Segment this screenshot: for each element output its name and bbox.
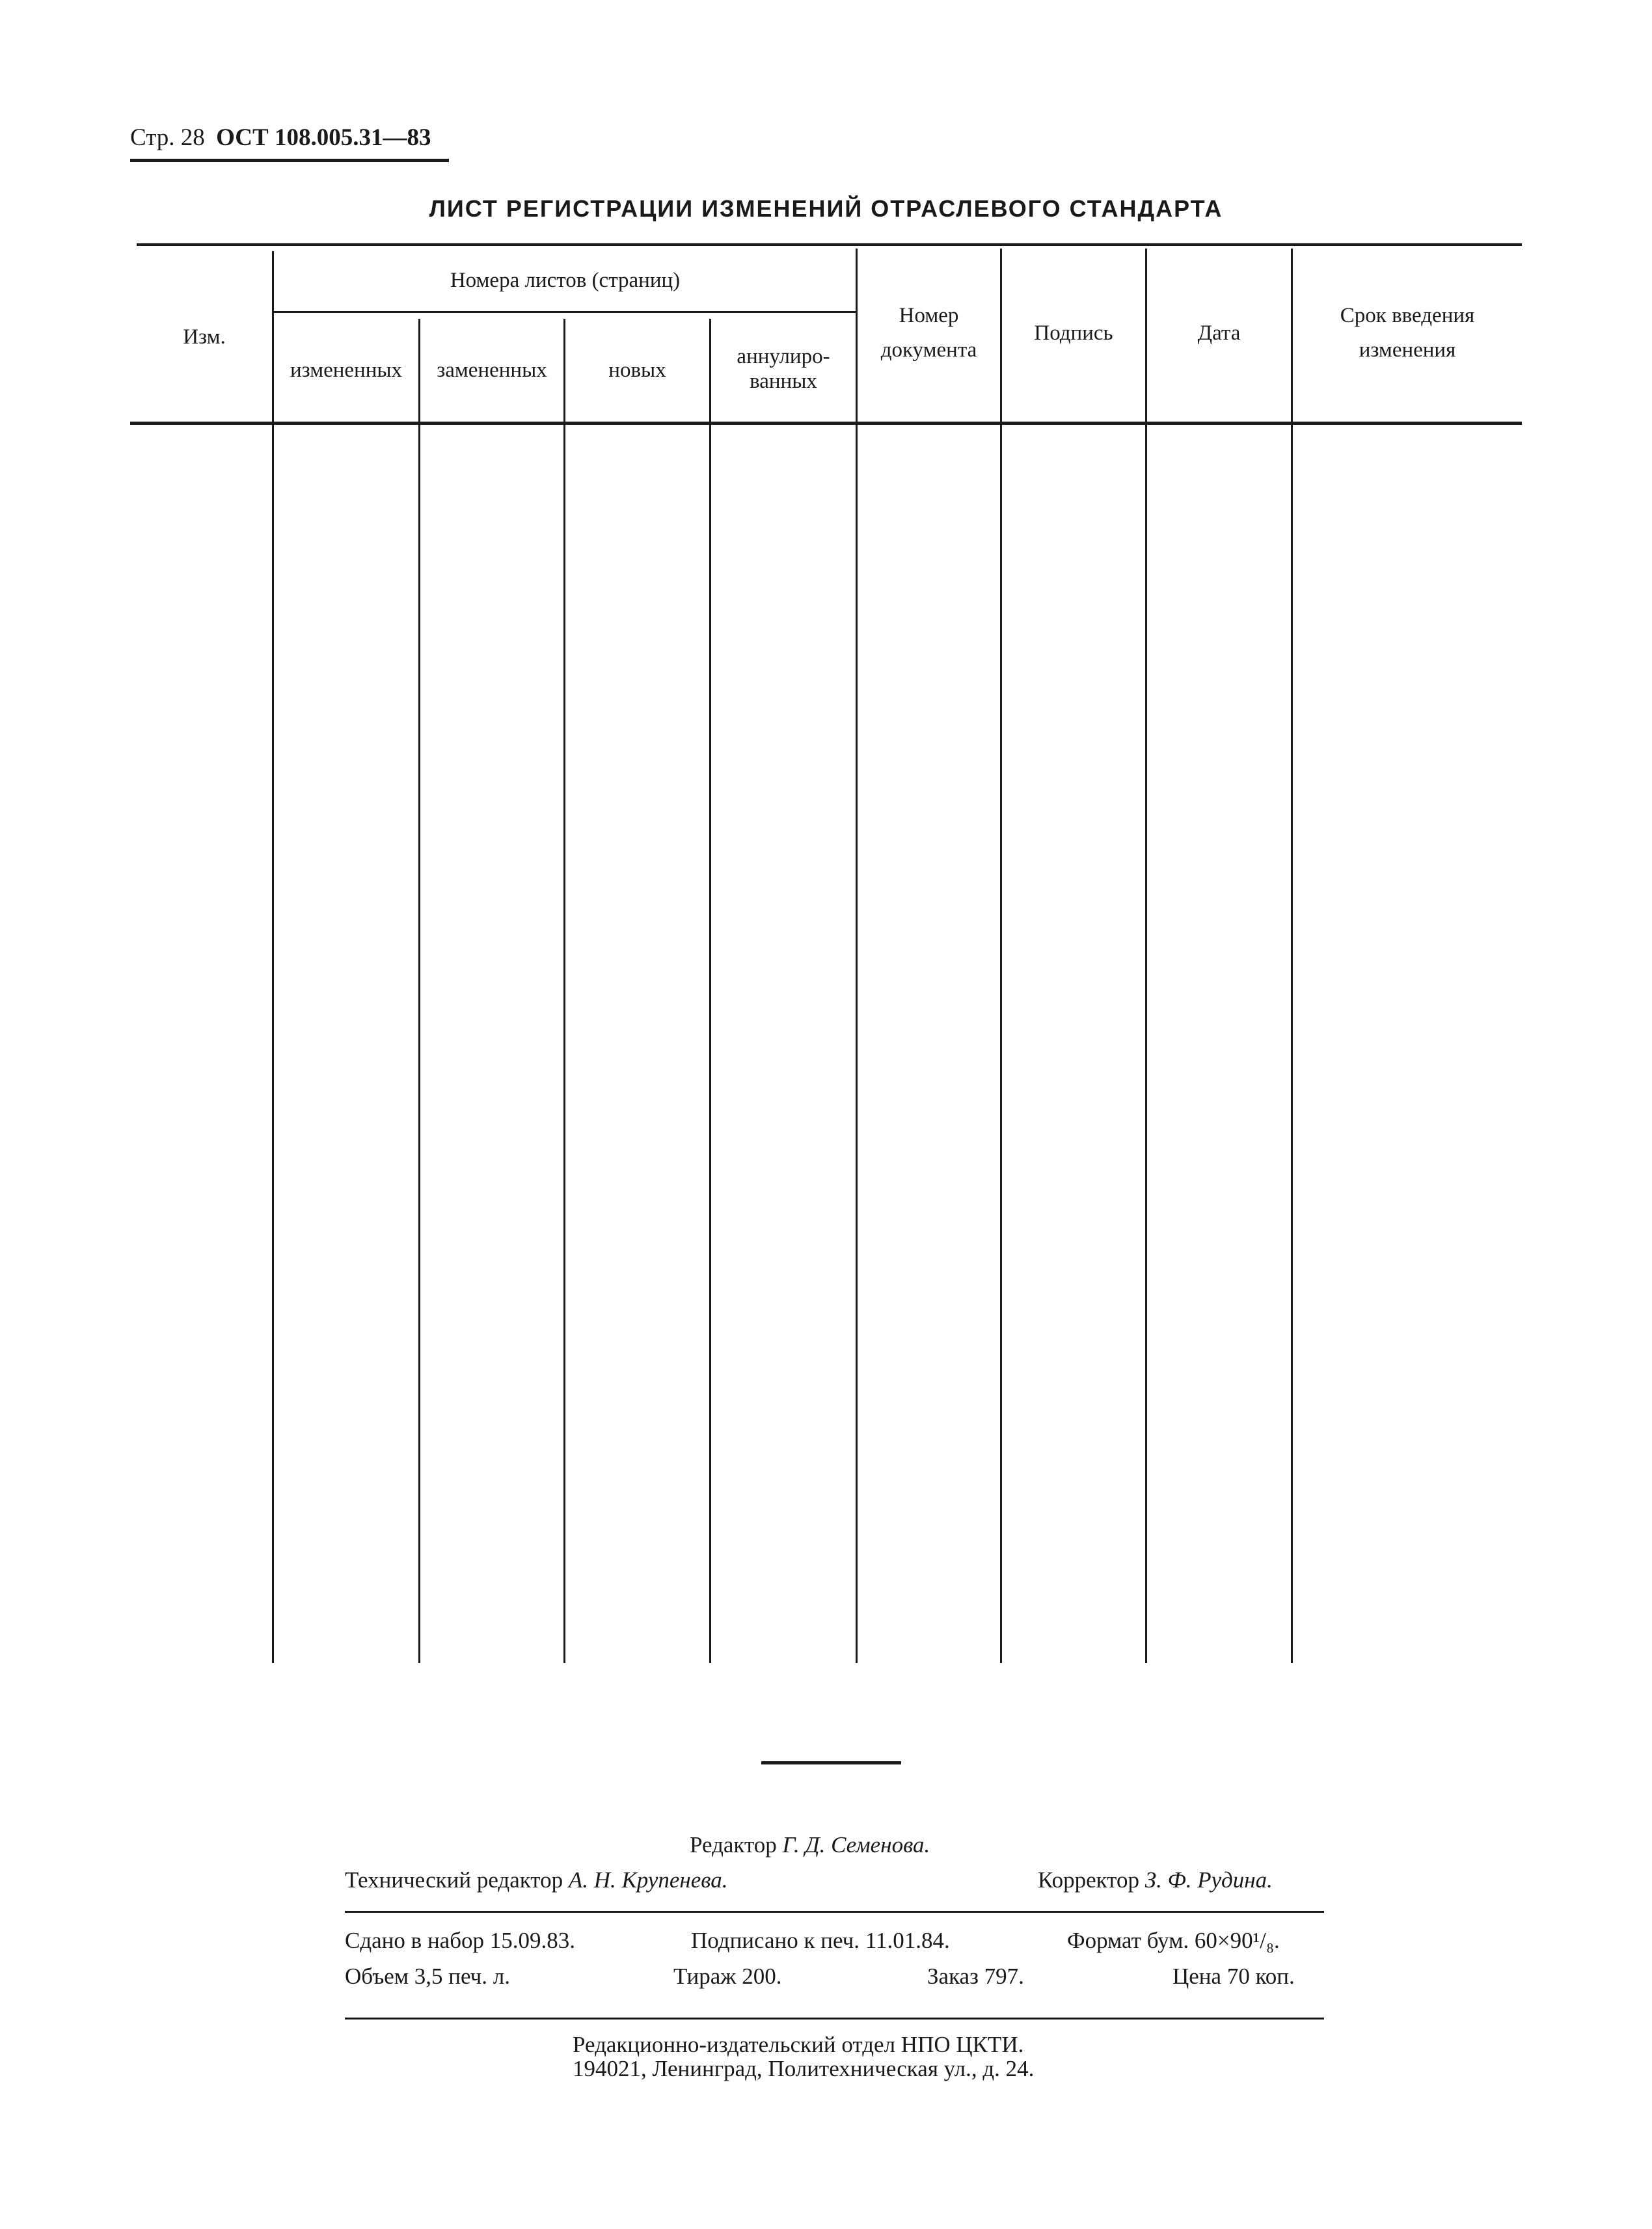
header-izm: Изм. bbox=[183, 325, 226, 349]
document-number: ОСТ 108.005.31—83 bbox=[216, 124, 431, 151]
header-new: новых bbox=[608, 358, 666, 382]
group-header-underline bbox=[273, 311, 857, 313]
price: Цена 70 коп. bbox=[1172, 1964, 1295, 1989]
editor-name: Г. Д. Семенова. bbox=[782, 1832, 930, 1858]
table-top-border bbox=[137, 243, 1522, 246]
header-signature: Подпись bbox=[1034, 321, 1113, 345]
column-divider-1 bbox=[272, 251, 274, 1663]
page-number: Стр. 28 bbox=[130, 124, 205, 151]
header-annulled-line1: аннулиро- bbox=[737, 345, 830, 368]
order-number: Заказ 797. bbox=[927, 1964, 1024, 1989]
header-docnum-line2: документа bbox=[880, 338, 977, 362]
imprint-rule-bottom bbox=[345, 2018, 1324, 2020]
column-divider-7 bbox=[1145, 249, 1147, 1663]
column-divider-2 bbox=[418, 319, 420, 1663]
paper-format: Формат бум. 60×90¹/₈. bbox=[1067, 1928, 1280, 1953]
column-divider-6 bbox=[1000, 249, 1002, 1663]
header-bottom-border bbox=[130, 422, 1522, 425]
imprint-rule-top bbox=[345, 1911, 1324, 1913]
header-sheet-numbers: Номера листов (страниц) bbox=[450, 269, 681, 292]
publisher: Редакционно-издательский отдел НПО ЦКТИ. bbox=[573, 2032, 1024, 2057]
header-docnum-line1: Номер bbox=[899, 304, 959, 327]
corrector-name: З. Ф. Рудина. bbox=[1144, 1867, 1273, 1893]
column-divider-5 bbox=[856, 249, 858, 1663]
header-date: Дата bbox=[1197, 321, 1241, 345]
submitted-date: Сдано в набор 15.09.83. bbox=[345, 1928, 576, 1953]
volume: Объем 3,5 печ. л. bbox=[345, 1964, 510, 1989]
tech-editor-line bbox=[345, 1866, 728, 1895]
signed-date: Подписано к печ. 11.01.84. bbox=[691, 1928, 950, 1953]
header-term-line1: Срок введения bbox=[1340, 304, 1475, 327]
header-term-line2: изменения bbox=[1359, 338, 1456, 362]
corrector-line bbox=[1038, 1866, 1273, 1895]
sheet-title: ЛИСТ РЕГИСТРАЦИИ ИЗМЕНЕНИЙ ОТРАСЛЕВОГО СТАНДАРТА bbox=[429, 195, 1223, 222]
print-run: Тираж 200. bbox=[673, 1964, 782, 1989]
header-changed: измененных bbox=[290, 358, 403, 382]
publisher-address: 194021, Ленинград, Политехническая ул., д. 24. bbox=[573, 2056, 1035, 2081]
tech-editor-name: А. Н. Крупенева. bbox=[568, 1867, 728, 1893]
column-divider-3 bbox=[563, 319, 565, 1663]
tech-editor-label: Технический редактор bbox=[345, 1867, 563, 1893]
editor-line bbox=[690, 1831, 930, 1859]
section-separator bbox=[761, 1761, 901, 1764]
editor-label: Редактор bbox=[690, 1832, 777, 1858]
corrector-label: Корректор bbox=[1038, 1867, 1140, 1893]
column-divider-4 bbox=[709, 319, 711, 1663]
header-replaced: замененных bbox=[437, 358, 547, 382]
column-divider-8 bbox=[1291, 249, 1293, 1663]
header-annulled-line2: ванных bbox=[750, 370, 817, 393]
